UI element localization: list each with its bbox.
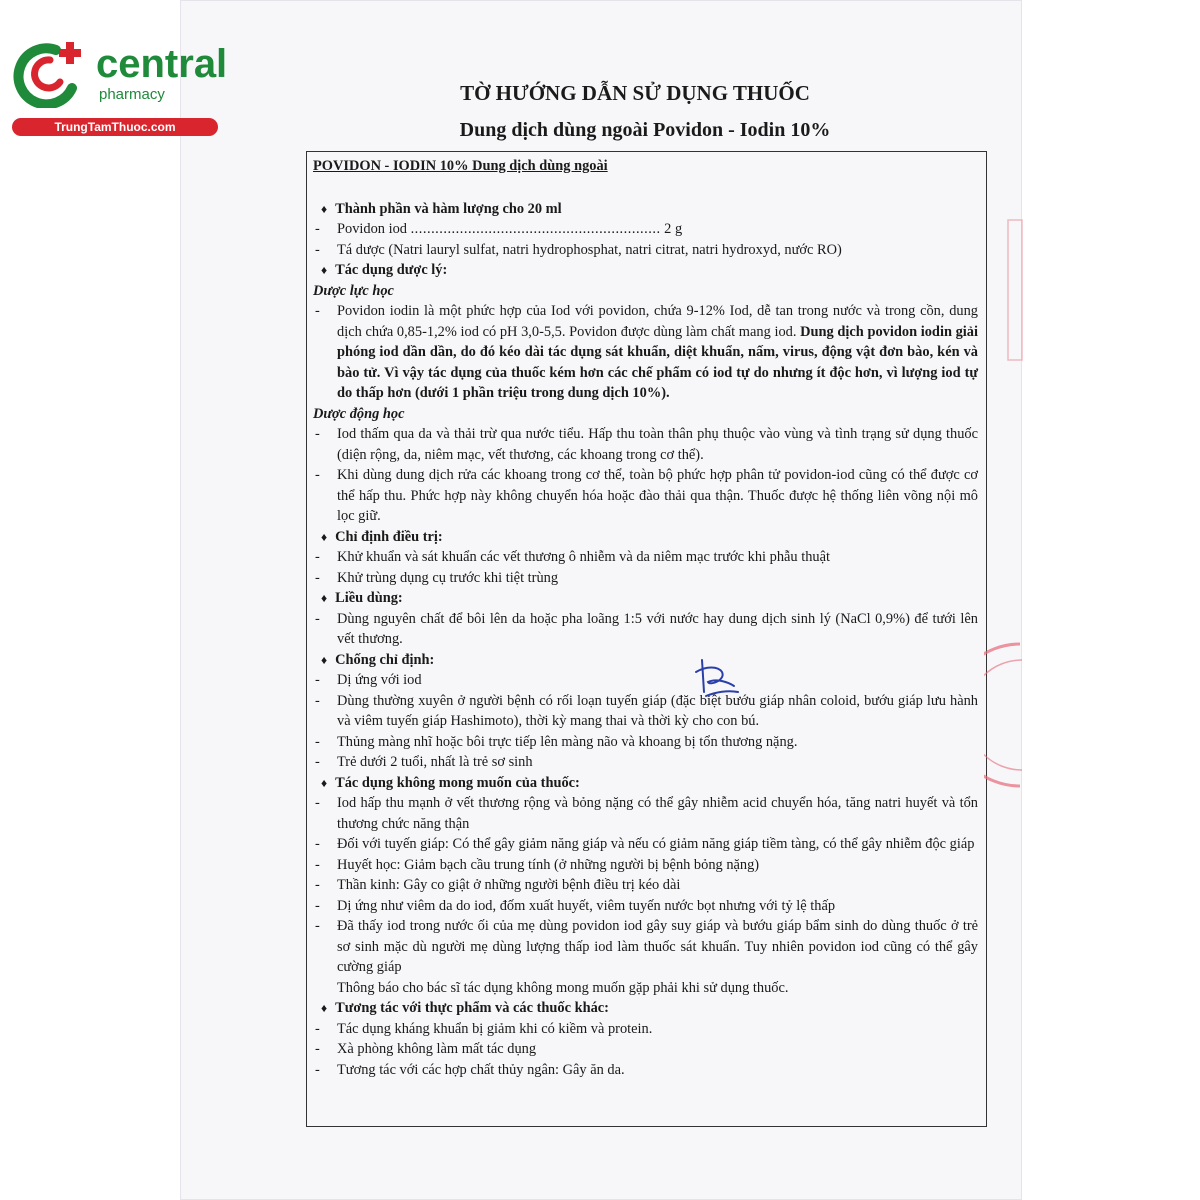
contraindication-item: - Trẻ dưới 2 tuổi, nhất là trẻ sơ sinh (313, 752, 978, 773)
pharmacokinetics-item: - Iod thấm qua da và thải trừ qua nước tiểu. Hấp thu toàn thân phụ thuộc vào vùng và tình trạng sử dụng thuốc (diện rộng, da, niêm mạc, vết thương, các khoang trong cơ thể). (313, 424, 978, 465)
pharmacokinetics-heading: Dược động học (313, 405, 405, 422)
section-dosage-heading: ♦ Liều dùng: (321, 588, 978, 609)
side-effect-item: - Đối với tuyến giáp: Có thể gây giảm năng giáp và nếu có giảm năng giáp tiềm tàng, có thể gây nhiễm độc giáp (313, 834, 978, 855)
side-effect-item: - Đã thấy iod trong nước ối của mẹ dùng povidon iod gây suy giáp và bướu giáp bẩm sinh do dùng thuốc ở trẻ sơ sinh mặc dù người mẹ dùng lượng thấp iod làm thuốc sát khuẩn. Tuy nhiên povidon iod cũng có thể gây cường giáp (313, 916, 978, 978)
contraindication-item: - Thủng màng nhĩ hoặc bôi trực tiếp lên màng não và khoang bị tổn thương nặng. (313, 732, 978, 753)
section-interactions-heading: ♦ Tương tác với thực phẩm và các thuốc khác: (321, 998, 978, 1019)
indication-item: - Khử trùng dụng cụ trước khi tiệt trùng (313, 568, 978, 589)
pharmacodynamics-text-2: Dung dịch povidon iodin giải phóng iod dần dần, do đó kéo dài tác dụng sát khuẩn, diệt khuẩn, nấm, virus, động vật đơn bào, kén và bào tử. Vì vậy tác dụng của thuốc kém hơn các chế phẩm có iod tự do nhưng ít độc hơn, vì lượng iod tự do thấp hơn (dưới 1 phần triệu trong dung dịch 10%). (337, 323, 979, 401)
composition-item (313, 219, 978, 240)
section-composition-heading: ♦ Thành phần và hàm lượng cho 20 ml (321, 199, 978, 220)
section-contraindications-heading: ♦ Chống chỉ định: (321, 650, 978, 671)
composition-dots: ............................................................. (410, 221, 661, 237)
red-stamp-edge (1004, 210, 1024, 370)
contraindication-item: - Dị ứng với iod (313, 670, 978, 691)
signature-mark (692, 652, 742, 702)
contraindication-item: - Dùng thường xuyên ở người bệnh có rối loạn tuyến giáp (đặc biệt bướu giáp nhân coloid, bướu giáp lưu hành và viêm tuyến giáp Hashimoto), thời kỳ mang thai và thời kỳ cho con bú. (313, 691, 978, 732)
interaction-item: - Xà phòng không làm mất tác dụng (313, 1039, 978, 1060)
composition-value: 2 g (664, 221, 683, 237)
indication-item: - Khử khuẩn và sát khuẩn các vết thương ô nhiễm và da niêm mạc trước khi phẫu thuật (313, 547, 978, 568)
section-side-effects-heading: ♦ Tác dụng không mong muốn của thuốc: (321, 773, 978, 794)
content-box (306, 151, 987, 1127)
pharmacodynamics-heading: Dược lực học (313, 282, 394, 299)
document-title: TỜ HƯỚNG DẪN SỬ DỤNG THUỐC (460, 81, 810, 105)
interaction-item: - Tác dụng kháng khuẩn bị giảm khi có kiềm và protein. (313, 1019, 978, 1040)
logo-subtitle: pharmacy (99, 86, 165, 103)
side-effect-item: - Thần kinh: Gây co giật ở những người bệnh điều trị kéo dài (313, 875, 978, 896)
box-header: POVIDON - IODIN 10% Dung dịch dùng ngoài (313, 158, 608, 174)
central-pharmacy-logo[interactable] (10, 38, 228, 138)
section-indications-heading: ♦ Chỉ định điều trị: (321, 527, 978, 548)
composition-name: Povidon iod (337, 221, 407, 237)
pharmacodynamics-text-1: Povidon iodin là một phức hợp của Iod với povidon, chứa 9-12% Iod, dễ tan trong nước và trong cồn, dung dịch chứa 0,85-1,2% iod có pH 3,0-5,5. Povidon được dùng làm chất mang iod. (337, 303, 978, 340)
interaction-item: - Tương tác với các hợp chất thủy ngân: Gây ăn da. (313, 1060, 978, 1081)
side-effect-item: - Huyết học: Giảm bạch cầu trung tính (ở những người bị bệnh bỏng nặng) (313, 855, 978, 876)
red-stamp-mark (984, 640, 1024, 790)
side-effect-item: - Iod hấp thu mạnh ở vết thương rộng và bỏng nặng có thể gây nhiễm acid chuyển hóa, tăng natri huyết và tổn thương chức năng thận (313, 793, 978, 834)
logo-name: central (96, 42, 228, 86)
logo-website: TrungTamThuoc.com (12, 118, 218, 136)
section-pharmacology-heading: ♦ Tác dụng dược lý: (321, 260, 978, 281)
dosage-item: - Dùng nguyên chất để bôi lên da hoặc pha loãng 1:5 với nước hay dung dịch sinh lý (NaCl 0,9%) để tưới lên vết thương. (313, 609, 978, 650)
pharmacokinetics-item: - Khi dùng dung dịch rửa các khoang trong cơ thể, toàn bộ phức hợp phân tử povidon-iod cũng có thể được cơ thể hấp thu. Phức hợp này không chuyển hóa hoặc đào thải qua thận. Thuốc được hệ thống liên võng nội mô lọc giữ. (313, 465, 978, 527)
document-subtitle: Dung dịch dùng ngoài Povidon - Iodin 10% (459, 119, 831, 141)
side-effect-item: - Dị ứng như viêm da do iod, đốm xuất huyết, viêm tuyến nước bọt nhưng với tỷ lệ thấp (313, 896, 978, 917)
logo-c-cross-icon (10, 38, 90, 108)
side-effects-note: Thông báo cho bác sĩ tác dụng không mong muốn gặp phải khi sử dụng thuốc. (337, 979, 789, 996)
composition-excipients: - Tá dược (Natri lauryl sulfat, natri hydrophosphat, natri citrat, natri hydroxyd, nước RO) (313, 240, 978, 261)
pharmacodynamics-paragraph (313, 301, 978, 404)
